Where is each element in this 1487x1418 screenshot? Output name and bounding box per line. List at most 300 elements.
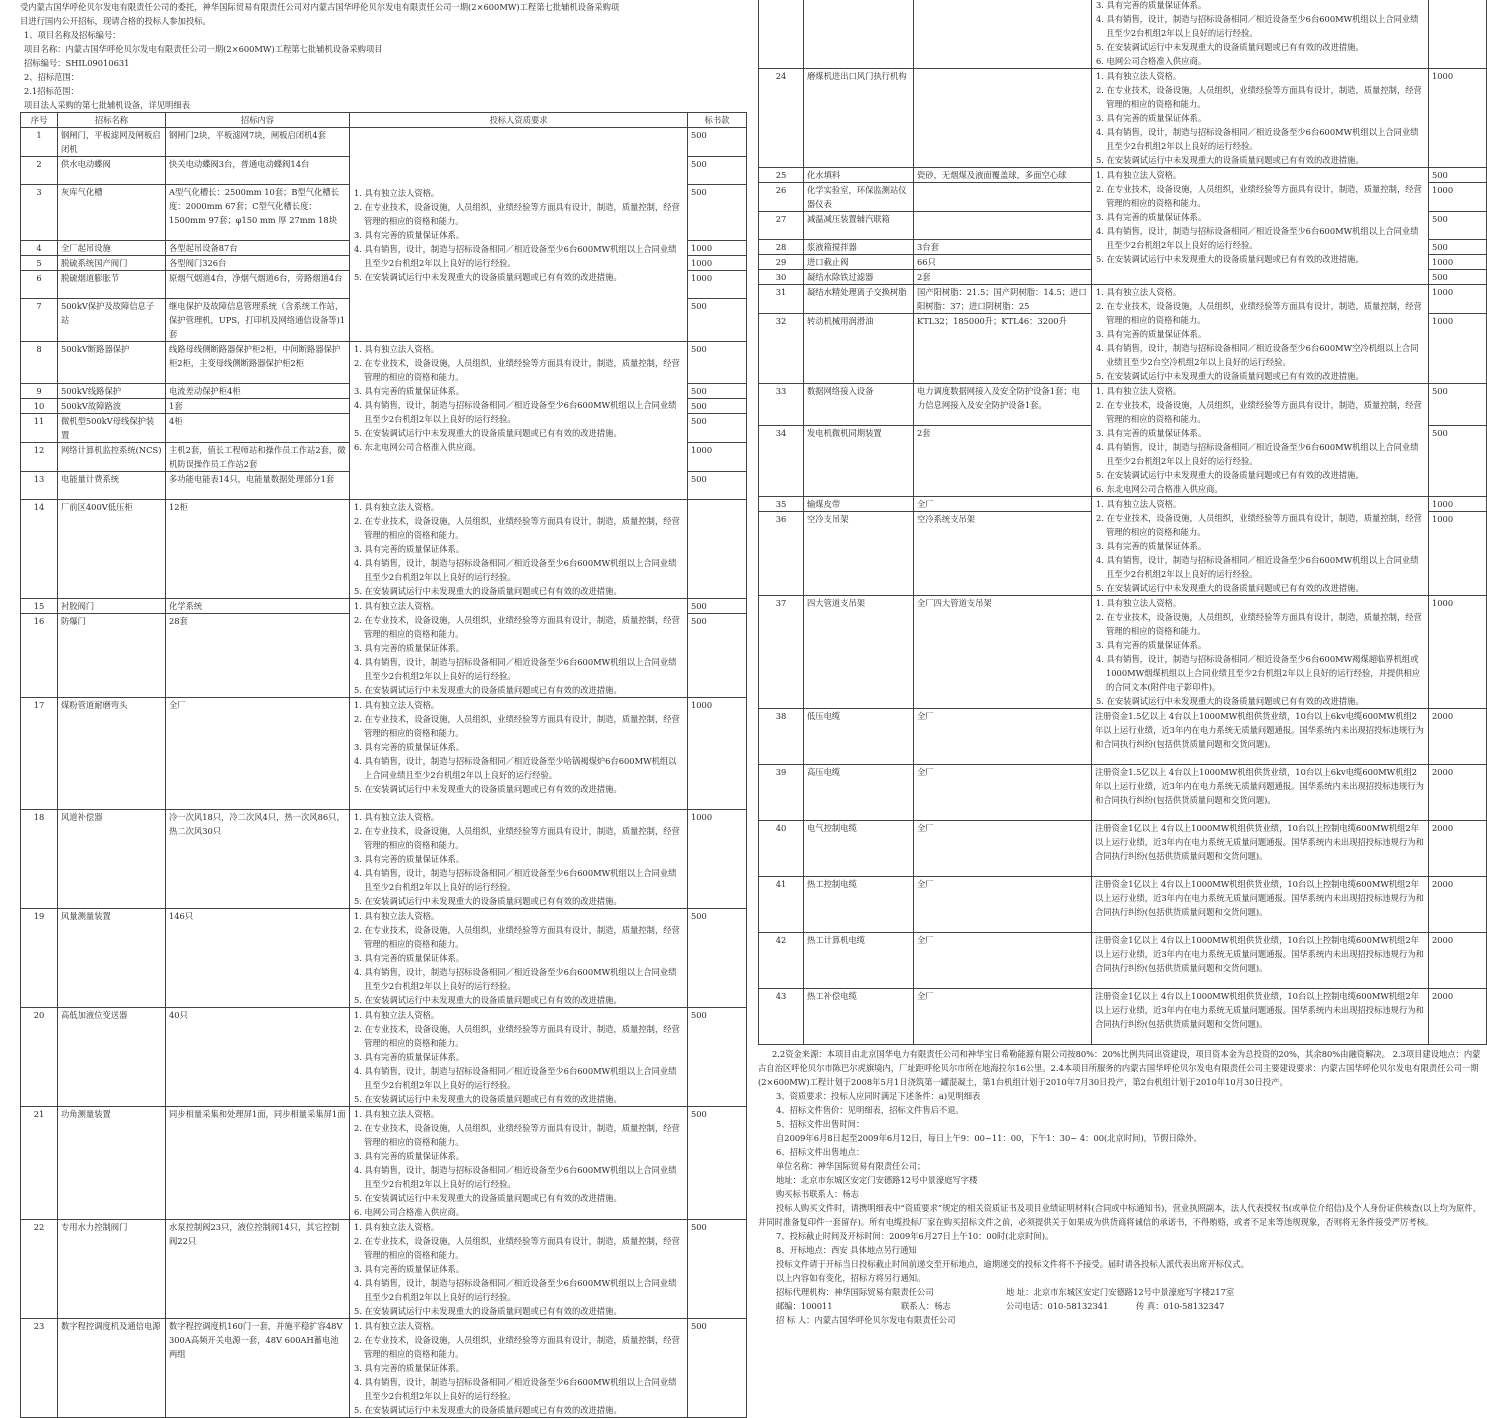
row-content: 瓷砂，无烟煤及液面覆盖球，多面空心球 [914, 168, 1092, 183]
row-content: 12柜 [166, 500, 350, 599]
row-name: 500kV故障路波 [58, 399, 166, 414]
row-name: 风量测量装置 [58, 909, 166, 1008]
row-name: 500kV保护及故障信息子站 [58, 299, 166, 342]
intro-line: 2、招标范围： [24, 72, 80, 82]
intro-line: 2.1招标范围： [24, 86, 79, 96]
req-item: 1. 具有独立法人资格。 [1096, 598, 1182, 608]
req-item: 1. 具有独立法人资格。 [354, 601, 440, 611]
req-item: 2. 在专业技术，设备设施，人员组织，业绩经验等方面具有设计，制造，质量控制，经营管理的相应的资格和能力。 [1096, 301, 1422, 325]
row-req [1092, 285, 1429, 384]
row-fee: 1000 [688, 271, 747, 299]
row-fee: 2000 [1429, 709, 1487, 765]
row-fee: 500 [688, 128, 747, 157]
row-fee: 1000 [1429, 285, 1487, 314]
table-row [759, 765, 1487, 821]
row-no: 35 [759, 497, 804, 512]
note-line: 3、资质要求：投标人应同时满足下述条件：a)见明细表 [776, 1091, 981, 1101]
row-name: 脱硫系统国产阀门 [58, 256, 166, 271]
req-item: 5. 在安装调试运行中未发现重大的设备质量问题或已有有效的改进措施。 [1096, 371, 1364, 381]
req-item: 4. 具有销售，设计，制造与招标设备相同／相近设备至少6台600MW机组以上合同业绩且至少2台机组2年以上良好的运行经验。 [1096, 14, 1419, 38]
row-fee: 500 [688, 1220, 747, 1319]
row-no: 17 [21, 698, 58, 810]
table-row [21, 909, 747, 1008]
row-name [804, 0, 914, 69]
agency-address: 地 址：北京市东城区安定门安德路12号中景濠庭写字楼217室 [1006, 1287, 1235, 1297]
row-content: 146只 [166, 909, 350, 1008]
intro [20, 0, 746, 112]
row-no: 3 [21, 185, 58, 241]
req-item: 2. 在专业技术，设备设施，人员组织，业绩经验等方面具有设计，制造，质量控制，经营管理的相应的资格和能力。 [354, 201, 680, 226]
table-row [759, 168, 1487, 183]
row-no: 1 [21, 128, 58, 157]
table-row [759, 384, 1487, 426]
row-req [1092, 69, 1429, 168]
req-item: 1. 具有独立法人资格。 [354, 344, 440, 354]
notes [758, 1047, 1486, 1327]
row-fee: 1000 [1429, 512, 1487, 596]
row-no: 26 [759, 183, 804, 212]
table-row [21, 1319, 747, 1418]
row-content: A型气化槽长：2500mm 10套；B型气化槽长度：2000mm 67套；C型气化槽长度：1500mm 97套；φ150 mm 厚 27mm 18块 [166, 185, 350, 241]
intro-line: 目进行国内公开招标，现请合格的投标人参加投标。 [20, 16, 211, 26]
req-item: 5. 在安装调试运行中未发现重大的设备质量问题或已有有效的改进措施。 [354, 995, 622, 1005]
req-item: 2. 在专业技术，设备设施，人员组织，业绩经验等方面具有设计，制造，质量控制，经营管理的相应的资格和能力。 [354, 516, 680, 540]
equipment-table-right [758, 0, 1487, 1045]
note-purchase: 投标人购买文件时，请携明细表中“资质要求”规定的相关资质证书及项目业绩证明材料(合同或中标通知书)，营业执照副本，法人代表授权书(或单位介绍信)及个人身份证供核查(以上均为原件，并同时准备复印件一套留存)。所有电缆投标厂家在购买招标文件之前，必须提供关于如果成为供货商将诚信的承诺书，不得贿赂，或者不足来等违规现象，否则将无条件接受严厉考核。 [758, 1203, 1482, 1227]
row-name: 电气控制电缆 [804, 821, 914, 877]
table-row [21, 599, 747, 614]
table-row [759, 285, 1487, 314]
req-item: 4. 具有销售，设计，制造与招标设备相同／相近设备至少6台600MW机组以上合同业绩且至少2台机组2年以上良好的运行经验。 [354, 558, 677, 582]
req-item: 4. 具有销售，设计，制造与招标设备相同／相近设备至少6台600MW机组以上合同业绩且至少2台机组2年以上良好的运行经验。 [1096, 442, 1419, 466]
left-column [20, 0, 746, 1415]
req-item: 1. 具有独立法人资格。 [354, 700, 440, 710]
equipment-table-left [20, 112, 747, 1418]
table-row [21, 1008, 747, 1107]
row-no: 39 [759, 765, 804, 821]
row-name: 热工控制电缆 [804, 877, 914, 933]
req-item: 5. 在安装调试运行中未发现重大的设备质量问题或已有有效的改进措施。 [1096, 42, 1364, 52]
req-item: 3. 具有完善的质量保证体系。 [354, 1264, 465, 1274]
req-item: 6. 电网公司合格准入供应商。 [354, 1207, 465, 1217]
req-item: 1. 具有独立法人资格。 [1096, 71, 1182, 81]
req-item: 4. 具有销售，设计，制造与招标设备相同／相近设备至少6台600MW机组以上合同业绩且至少2台机组2年以上良好的运行经验。 [354, 967, 677, 991]
req-item: 2. 在专业技术，设备设施，人员组织，业绩经验等方面具有设计，制造，质量控制，经营管理的相应的资格和能力。 [354, 714, 680, 738]
req-item: 3. 具有完善的质量保证体系。 [1096, 541, 1207, 551]
req-item: 4. 具有销售，设计，制造与招标设备相同／相近设备至少6台600MW空冷机组以上合同业绩且至少2台空冷机组2年以上良好的运行经验。 [1096, 343, 1419, 367]
row-name: 转动机械用润滑油 [804, 314, 914, 384]
req-item: 3. 具有完善的质量保证体系。 [1096, 0, 1207, 10]
row-name: 衬胶阀门 [58, 599, 166, 614]
row-name: 网络计算机监控系统(NCS) [58, 443, 166, 472]
req-item: 4. 具有销售，设计，制造与招标设备相同／相近设备至少6台600MW机组以上合同业绩且至少2台机组2年以上良好的运行经验。 [354, 1377, 677, 1401]
row-name: 输煤皮带 [804, 497, 914, 512]
row-content [914, 69, 1092, 168]
req-item: 3. 具有完善的质量保证体系。 [1096, 113, 1207, 123]
row-content: 化学系统 [166, 599, 350, 614]
req-item: 5. 在安装调试运行中未发现重大的设备质量问题或已有有效的改进措施。 [354, 1094, 622, 1104]
table-row [759, 877, 1487, 933]
row-fee: 500 [688, 299, 747, 342]
req-item: 1. 具有独立法人资格。 [354, 812, 440, 822]
row-content: 冷一次风18只，冷二次风4只，热一次风86只，热二次风30只 [166, 810, 350, 909]
intro-line: 1、项目名称及招标编号： [24, 30, 121, 40]
table-row [21, 342, 747, 384]
contact-line [758, 1299, 1486, 1313]
row-fee: 2000 [1429, 933, 1487, 989]
row-req [350, 1107, 688, 1220]
row-fee: 500 [1429, 384, 1487, 426]
row-fee: 1000 [688, 256, 747, 271]
row-name: 低压电缆 [804, 709, 914, 765]
row-no: 21 [21, 1107, 58, 1220]
req-item: 2. 在专业技术，设备设施，人员组织，业绩经验等方面具有设计，制造，质量控制，经营管理的相应的资格和能力。 [1096, 513, 1422, 537]
postcode: 邮编：100011 [776, 1301, 833, 1311]
row-content: 2套 [914, 270, 1092, 285]
row-name: 厂前区400V低压柜 [58, 500, 166, 599]
req-item: 1. 具有独立法人资格。 [354, 1010, 440, 1020]
row-fee [688, 500, 747, 599]
header-name: 招标名称 [58, 113, 166, 128]
row-fee: 500 [1429, 168, 1487, 183]
note-funding: 2.2资金来源：本项目由北京国华电力有限责任公司和神华宝日希勒能源有限公司按80%：20%比例共同出资建设，项目资本金为总投资的20%，其余80%由融资解决。 2.3项目建设地点：内蒙古自治区呼伦贝尔市陈巴尔虎旗境内，厂址距呼伦贝尔市所在地海拉尔16公里。2.4本项目所服务的内蒙古国华呼伦贝尔发电有限责任公司主要建设要求：内蒙古国华呼伦贝尔发电有限责任公司一期(2×600MW)工程计划于2008年5月1日浇筑第一罐混凝土，第1台机组计划于2010年7月30日投产，第2台机组计划于2010年10月30日投产。 [758, 1049, 1481, 1087]
row-no: 18 [21, 810, 58, 909]
header-content: 招标内容 [166, 113, 350, 128]
req-item: 4. 具有销售，设计，制造与招标设备相同／相近设备至少6台600MW机组以上合同业绩且至少2台机组2年以上良好的运行经验。 [354, 657, 677, 681]
row-no: 11 [21, 414, 58, 443]
row-name: 500kV线路保护 [58, 384, 166, 399]
fax: 传 真：010-58132347 [1136, 1301, 1225, 1311]
row-req [1092, 0, 1429, 69]
row-name: 数字程控调度机及通信电源 [58, 1319, 166, 1418]
req-item: 1. 具有独立法人资格。 [1096, 499, 1182, 509]
row-no [759, 0, 804, 69]
req-item: 4. 具有销售，设计，制造与招标设备相同／相近设备至少6台600MW机组以上合同业绩且至少2台机组2年以上良好的运行经验。 [354, 1165, 677, 1189]
row-req [350, 128, 688, 342]
row-content: 66只 [914, 255, 1092, 270]
row-req: 注册资金1亿以上 4台以上1000MW机组供货业绩，10台以上控制电缆600MW机组2年以上运行业绩，近3年内在电力系统无质量问题通报。国华系统内未出现招投标违规行为和合同执行纠纷(包括供货质量问题和交货问题)。 [1092, 989, 1429, 1045]
note-line: 6、招标文件出售地点： [776, 1147, 865, 1157]
req-item: 3. 具有完善的质量保证体系。 [354, 854, 465, 864]
row-no: 31 [759, 285, 804, 314]
row-no: 42 [759, 933, 804, 989]
row-req [350, 1220, 688, 1319]
req-item: 5. 在安装调试运行中未发现重大的设备质量问题或已有有效的改进措施。 [354, 685, 622, 695]
req-item: 1. 具有独立法人资格。 [354, 1222, 440, 1232]
row-fee: 2000 [1429, 821, 1487, 877]
row-content: 1套 [166, 399, 350, 414]
row-content: 全厂 [914, 765, 1092, 821]
row-fee: 500 [688, 599, 747, 614]
row-content: 水泵控制阀23只，液位控制阀14只，其它控制阀22只 [166, 1220, 350, 1319]
req-item: 6. 东北电网公司合格准入供应商。 [354, 442, 481, 452]
row-no: 20 [21, 1008, 58, 1107]
row-fee: 500 [688, 157, 747, 185]
row-req [350, 1008, 688, 1107]
req-item: 5. 在安装调试运行中未发现重大的设备质量问题或已有有效的改进措施。 [1096, 583, 1364, 593]
table-row [21, 810, 747, 909]
tenderer-line: 招 标 人：内蒙古国华呼伦贝尔发电有限责任公司 [776, 1315, 956, 1325]
table-row [759, 596, 1487, 709]
row-name: 高压电缆 [804, 765, 914, 821]
row-content: 空冷系统支吊架 [914, 512, 1092, 596]
row-content: 全厂 [166, 698, 350, 810]
table-row [21, 500, 747, 599]
row-name: 煤粉管道耐磨弯头 [58, 698, 166, 810]
right-column [758, 0, 1486, 1354]
req-item: 5. 在安装调试运行中未发现重大的设备质量问题或已有有效的改进措施。 [354, 1193, 622, 1203]
req-item: 1. 具有独立法人资格。 [354, 1109, 440, 1119]
row-content: 全厂 [914, 497, 1092, 512]
row-no: 7 [21, 299, 58, 342]
req-item: 5. 在安装调试运行中未发现重大的设备质量问题或已有有效的改进措施。 [354, 428, 622, 438]
row-name: 磨煤机进出口风门执行机构 [804, 69, 914, 168]
row-no: 22 [21, 1220, 58, 1319]
agency-line [758, 1285, 1486, 1299]
row-content: 原烟气烟道4台，净烟气烟道6台，旁路烟道4台 [166, 271, 350, 299]
req-item: 1. 具有独立法人资格。 [354, 187, 440, 198]
row-fee: 500 [688, 1319, 747, 1418]
table-row [21, 698, 747, 810]
row-fee: 1000 [1429, 183, 1487, 212]
row-fee: 500 [1429, 426, 1487, 497]
row-content: 各型起吊设备87台 [166, 241, 350, 256]
req-item: 5. 在安装调试运行中未发现重大的设备质量问题或已有有效的改进措施。 [354, 896, 622, 906]
table-row [759, 821, 1487, 877]
row-req: 注册资金1.5亿以上 4台以上1000MW机组供货业绩，10台以上6kv电缆600MW机组2年以上运行业绩，近3年内在电力系统无质量问题通报。国华系统内未出现招投标违规行为和合同执行纠纷(包括供货质量问题和交货问题)。 [1092, 709, 1429, 765]
row-no: 10 [21, 399, 58, 414]
row-name: 脱硫烟道膨胀节 [58, 271, 166, 299]
row-content: 继电保护及故障信息管理系统（含系统工作站，保护管理机，UPS，打印机及网络通信设备等)1套 [166, 299, 350, 342]
row-name: 热工补偿电缆 [804, 989, 914, 1045]
row-req [350, 500, 688, 599]
row-req: 注册资金1.5亿以上 4台以上1000MW机组供货业绩，10台以上6kv电缆600MW机组2年以上运行业绩，近3年内在电力系统无质量问题通报。国华系统内未出现招投标违规行为和合同执行纠纷(包括供货质量问题和交货问题)。 [1092, 765, 1429, 821]
row-name: 数据网络接入设备 [804, 384, 914, 426]
note-line: 8、开标地点：西安 具体地点另行通知 [776, 1245, 917, 1255]
note-line: 投标文件请于开标当日投标截止时间前递交至开标地点，逾期递交的投标文件将不予接受。届时请各投标人派代表出席开标仪式。 [776, 1259, 1249, 1269]
req-item: 5. 在安装调试运行中未发现重大的设备质量问题或已有有效的改进措施。 [1096, 696, 1364, 706]
row-content: 3台套 [914, 240, 1092, 255]
row-content: 主机2套，值长工程师站和操作员工作站2套，微机防误操作员工作站2套 [166, 443, 350, 472]
row-fee: 500 [688, 399, 747, 414]
row-content: 全厂 [914, 821, 1092, 877]
row-fee: 1000 [688, 443, 747, 472]
row-no: 25 [759, 168, 804, 183]
req-item: 2. 在专业技术，设备设施，人员组织，业绩经验等方面具有设计，制造，质量控制，经营管理的相应的资格和能力。 [354, 358, 680, 382]
table-header-row [21, 113, 747, 128]
req-item: 2. 在专业技术，设备设施，人员组织，业绩经验等方面具有设计，制造，质量控制，经营管理的相应的资格和能力。 [1096, 184, 1422, 208]
row-fee: 500 [1429, 270, 1487, 285]
req-item: 6. 东北电网公司合格准入供应商。 [1096, 484, 1223, 494]
req-item: 4. 具有销售，设计，制造与招标设备相同／相近设备至少6台600MW机组以上合同业绩且至少2台机组2年以上良好的运行经验。 [354, 1278, 677, 1302]
row-no: 9 [21, 384, 58, 399]
req-item: 5. 在安装调试运行中未发现重大的设备质量问题或已有有效的改进措施。 [354, 1405, 622, 1415]
row-name: 高低加液位变送器 [58, 1008, 166, 1107]
row-req [1092, 497, 1429, 596]
req-item: 3. 具有完善的质量保证体系。 [354, 953, 465, 963]
req-item: 4. 具有销售，设计，制造与招标设备相同／相近设备至少6台600MW机组以上合同业绩且至少2台机组2年以上良好的运行经验。 [354, 243, 677, 268]
row-name: 供水电动蝶阀 [58, 157, 166, 185]
header-req: 投标人资质要求 [350, 113, 688, 128]
table-row [759, 69, 1487, 168]
req-item: 6. 电网公司合格准入供应商。 [1096, 56, 1207, 66]
row-name: 全厂起吊设施 [58, 241, 166, 256]
row-fee: 1000 [1429, 596, 1487, 709]
row-no: 43 [759, 989, 804, 1045]
req-item: 4. 具有销售，设计，制造与招标设备相同／相近设备至少6台600MW褐煤超临界机组或1000MW烟煤机组以上合同业绩且至少2台机组2年以上良好的运行经验，并提供相应的合同文本(附件电子影印件)。 [1096, 654, 1421, 692]
note-line: 以上内容如有变化，招标方将另行通知。 [776, 1273, 926, 1283]
req-item: 4. 具有销售，设计，制造与招标设备相同／相近设备至少6台600MW机组以上合同业绩且至少2台机组2年以上良好的运行经验。 [354, 400, 677, 424]
table-row [759, 497, 1487, 512]
row-fee: 1000 [1429, 314, 1487, 384]
table-row [21, 1107, 747, 1220]
row-fee: 1000 [688, 241, 747, 256]
row-no: 38 [759, 709, 804, 765]
row-name: 热工计算机电缆 [804, 933, 914, 989]
row-no: 30 [759, 270, 804, 285]
row-no: 40 [759, 821, 804, 877]
row-name: 浆液箱搅拌器 [804, 240, 914, 255]
req-item: 5. 在安装调试运行中未发现重大的设备质量问题或已有有效的改进措施。 [354, 784, 622, 794]
table-row [759, 0, 1487, 69]
row-content: 全厂 [914, 709, 1092, 765]
req-item: 3. 具有完善的质量保证体系。 [1096, 329, 1207, 339]
req-item: 2. 在专业技术，设备设施，人员组织，业绩经验等方面具有设计，制造，质量控制，经营管理的相应的资格和能力。 [354, 615, 680, 639]
intro-line: 项目法人采购的第七批辅机设备，详见明细表 [24, 100, 190, 110]
row-no: 12 [21, 443, 58, 472]
row-req: 注册资金1亿以上 4台以上1000MW机组供货业绩，10台以上控制电缆600MW机组2年以上运行业绩，近3年内在电力系统无质量问题通报。国华系统内未出现招投标违规行为和合同执行纠纷(包括供货质量问题和交货问题)。 [1092, 821, 1429, 877]
req-item: 3. 具有完善的质量保证体系。 [1096, 212, 1207, 222]
row-name: 减温减压装置辅汽联箱 [804, 212, 914, 240]
table-row [21, 1220, 747, 1319]
req-item: 4. 具有销售，设计，制造与招标设备相同／相近设备至少6台600MW机组以上合同业绩且至少2台机组2年以上良好的运行经验。 [1096, 555, 1419, 579]
row-content: 40只 [166, 1008, 350, 1107]
row-no: 23 [21, 1319, 58, 1418]
note-line: 购买标书联系人：杨志 [776, 1189, 859, 1199]
row-content: 同步相量采集和处理屏1面，同步相量采集屏1面 [166, 1107, 350, 1220]
row-fee: 500 [688, 185, 747, 241]
row-fee: 500 [688, 909, 747, 1008]
row-name: 四大管道支吊架 [804, 596, 914, 709]
row-req [350, 909, 688, 1008]
row-name: 功角测量装置 [58, 1107, 166, 1220]
row-content: 钢闸门2块，平板滤网7块，闸板启闭机4套 [166, 128, 350, 157]
req-item: 4. 具有销售，设计，制造与招标设备相同／相近设备至少6台600MW机组以上合同业绩且至少2台机组2年以上良好的运行经验。 [354, 868, 677, 892]
row-content [914, 0, 1092, 69]
row-content: KTL32；185000升；KTL46：3200升 [914, 314, 1092, 384]
row-no: 36 [759, 512, 804, 596]
row-content: 全厂 [914, 989, 1092, 1045]
header-fee: 标书款 [688, 113, 747, 128]
row-fee: 1000 [1429, 69, 1487, 168]
row-content: 各型阀门326台 [166, 256, 350, 271]
row-name: 微机型500kV母线保护装置 [58, 414, 166, 443]
note-line: 5、招标文件出售时间： [776, 1119, 865, 1129]
req-item: 1. 具有独立法人资格。 [1096, 170, 1182, 180]
req-item: 2. 在专业技术，设备设施，人员组织，业绩经验等方面具有设计，制造，质量控制，经营管理的相应的资格和能力。 [1096, 612, 1422, 636]
row-fee: 500 [688, 472, 747, 500]
req-item: 5. 在安装调试运行中未发现重大的设备质量问题或已有有效的改进措施。 [354, 271, 622, 282]
row-fee: 500 [688, 384, 747, 399]
note-line: 7、投标截止时间及开标时间：2009年6月27日上午10：00时(北京时间)。 [776, 1231, 1054, 1241]
row-req [350, 599, 688, 698]
req-item: 3. 具有完善的质量保证体系。 [1096, 640, 1207, 650]
row-no: 2 [21, 157, 58, 185]
row-name: 发电机微机同期装置 [804, 426, 914, 497]
row-fee: 500 [688, 1107, 747, 1220]
company-phone: 公司电话：010-58132341 [1006, 1301, 1109, 1311]
row-no: 14 [21, 500, 58, 599]
req-item: 1. 具有独立法人资格。 [354, 911, 440, 921]
row-name: 凝结水除铁过滤器 [804, 270, 914, 285]
req-item: 3. 具有完善的质量保证体系。 [354, 544, 465, 554]
note-line: 4、招标文件售价：见明细表，招标文件售后不退。 [776, 1105, 964, 1115]
req-item: 3. 具有完善的质量保证体系。 [354, 386, 465, 396]
row-req [1092, 596, 1429, 709]
req-item: 1. 具有独立法人资格。 [1096, 386, 1182, 396]
req-item: 4. 具有销售，设计，制造与招标设备相同／相近设备至少哈锅褐煤炉6台600MW机组以上合同业绩且至少2台机组2年以上良好的运行经验。 [354, 756, 677, 780]
row-no: 33 [759, 384, 804, 426]
row-content: 28套 [166, 614, 350, 698]
row-no: 29 [759, 255, 804, 270]
row-no: 41 [759, 877, 804, 933]
row-name: 化水填料 [804, 168, 914, 183]
req-item: 3. 具有完善的质量保证体系。 [354, 1363, 465, 1373]
row-fee: 500 [1429, 212, 1487, 240]
table-row [759, 989, 1487, 1045]
row-content: 电力调度数据网接入及安全防护设备1套；电力信息网接入及安全防护设备1套。 [914, 384, 1092, 426]
row-content: 数字程控调度机160门一套，并施平稳扩容48V 300A高频开关电源一套，48V 600AH蓄电池两组 [166, 1319, 350, 1418]
req-item: 2. 在专业技术，设备设施，人员组织，业绩经验等方面具有设计，制造，质量控制，经营管理的相应的资格和能力。 [354, 826, 680, 850]
row-name: 500kV断路器保护 [58, 342, 166, 384]
header-no: 序号 [21, 113, 58, 128]
row-name: 进口截止阀 [804, 255, 914, 270]
table-row [21, 128, 747, 157]
row-name: 灰库气化槽 [58, 185, 166, 241]
req-item: 2. 在专业技术，设备设施，人员组织，业绩经验等方面具有设计，制造，质量控制，经营管理的相应的资格和能力。 [354, 925, 680, 949]
note-line: 自2009年6月8日起至2009年6月12日，每日上午9：00~11：00，下午1：30~ 4：00(北京时间)，节假日除外。 [776, 1133, 1202, 1143]
row-req [1092, 168, 1429, 285]
intro-line: 项目名称：内蒙古国华呼伦贝尔发电有限责任公司一期(2×600MW)工程第七批辅机设备采购项目 [24, 44, 383, 54]
row-fee: 500 [688, 1008, 747, 1107]
row-content: 电流差动保护柜4柜 [166, 384, 350, 399]
row-content: 2套 [914, 426, 1092, 497]
req-item: 2. 在专业技术，设备设施，人员组织，业绩经验等方面具有设计，制造，质量控制，经营管理的相应的资格和能力。 [354, 1335, 680, 1359]
row-no: 5 [21, 256, 58, 271]
req-item: 3. 具有完善的质量保证体系。 [354, 1151, 465, 1161]
row-fee: 500 [688, 342, 747, 384]
row-req: 注册资金1亿以上 4台以上1000MW机组供货业绩，10台以上控制电缆600MW机组2年以上运行业绩，近3年内在电力系统无质量问题通报。国华系统内未出现招投标违规行为和合同执行纠纷(包括供货质量问题和交货问题)。 [1092, 933, 1429, 989]
req-item: 2. 在专业技术，设备设施，人员组织，业绩经验等方面具有设计，制造，质量控制，经营管理的相应的资格和能力。 [354, 1024, 680, 1048]
row-no: 27 [759, 212, 804, 240]
req-item: 3. 具有完善的质量保证体系。 [354, 742, 465, 752]
row-fee: 2000 [1429, 877, 1487, 933]
row-no: 24 [759, 69, 804, 168]
row-name: 凝结水精处理离子交换树脂 [804, 285, 914, 314]
req-item: 5. 在安装调试运行中未发现重大的设备质量问题或已有有效的改进措施。 [1096, 470, 1364, 480]
table-row [759, 933, 1487, 989]
row-req: 注册资金1亿以上 4台以上1000MW机组供货业绩，10台以上控制电缆600MW机组2年以上运行业绩，近3年内在电力系统无质量问题通报。国华系统内未出现招投标违规行为和合同执行纠纷(包括供货质量问题和交货问题)。 [1092, 877, 1429, 933]
req-item: 2. 在专业技术，设备设施，人员组织，业绩经验等方面具有设计，制造，质量控制，经营管理的相应的资格和能力。 [1096, 400, 1422, 424]
row-content: 多功能电能表14只，电能量数据处理部分1套 [166, 472, 350, 500]
row-fee: 1000 [1429, 255, 1487, 270]
row-name: 化学实验室，环保监测站仪器仪表 [804, 183, 914, 212]
row-no: 4 [21, 241, 58, 256]
row-fee: 500 [688, 614, 747, 698]
row-content: 全厂 [914, 877, 1092, 933]
row-name: 专用水力控制阀门 [58, 1220, 166, 1319]
note-line: 单位名称：神华国际贸易有限责任公司； [776, 1161, 926, 1171]
